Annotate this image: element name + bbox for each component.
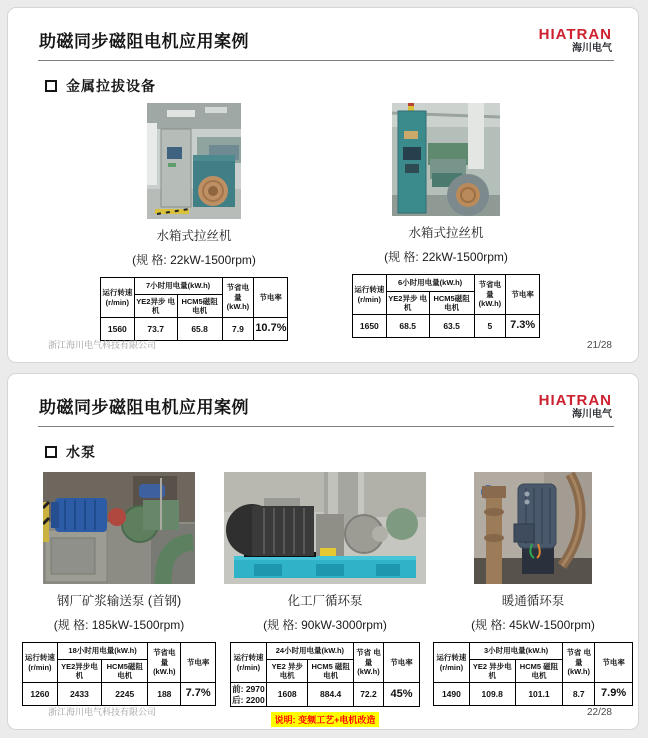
cell-rate: 7.3% — [506, 315, 540, 338]
company-logo — [539, 27, 612, 54]
case-group-hvac-pump — [434, 472, 632, 727]
case-group-chemical-pump — [224, 472, 426, 727]
cell-speed: 1650 — [353, 315, 387, 338]
logo-brand-text: HIATRAN — [538, 392, 612, 409]
equipment-spec: (规 格: 22kW-1500rpm) — [384, 250, 508, 264]
th-hcm5: HCM5磁阻 电机 — [177, 295, 222, 318]
section-heading — [45, 442, 638, 462]
slide-header — [8, 8, 638, 54]
th-usage: 24小时用电量(kW.h) — [266, 643, 353, 660]
footer-company: 浙江海川电气科技有限公司 — [48, 340, 157, 350]
photo-hvac-circulation-pump — [474, 472, 592, 584]
equipment-caption: 化工厂循环泵 — [287, 594, 363, 608]
photo-wire-drawing-machine-1 — [147, 103, 241, 219]
cell-saving: 72.2 — [353, 683, 383, 707]
th-rate: 节电率 — [254, 278, 288, 318]
th-ye2: YE2 异步电机 — [469, 660, 515, 683]
section-heading — [45, 76, 638, 96]
header-divider — [38, 60, 614, 61]
section-label: 金属拉拔设备 — [66, 78, 156, 94]
cell-ye2: 73.7 — [134, 318, 177, 341]
slide-header — [8, 374, 638, 420]
equipment-caption: 水箱式拉丝机 — [408, 226, 484, 240]
th-hcm5: HCM5磁阻 电机 — [429, 292, 474, 315]
th-ye2: YE2异步 电机 — [386, 292, 429, 315]
energy-table — [230, 642, 420, 707]
th-usage: 3小时用电量(kW.h) — [469, 643, 563, 660]
footer-page-number: 22/28 — [586, 707, 612, 718]
energy-table — [352, 274, 540, 338]
photo-wire-drawing-machine-2 — [392, 103, 500, 216]
th-hcm5: HCM5 磁阻电机 — [515, 660, 563, 683]
cell-hcm5: 884.4 — [308, 683, 353, 707]
square-bullet-icon — [45, 80, 57, 92]
company-logo — [539, 393, 612, 420]
cell-rate: 45% — [384, 683, 420, 707]
footer-page-number: 21/28 — [586, 340, 612, 351]
cell-speed — [231, 683, 267, 707]
cell-hcm5: 65.8 — [177, 318, 222, 341]
th-saving: 节省电量 (kW.h) — [222, 278, 254, 318]
th-usage: 7小时用电量(kW.h) — [134, 278, 222, 295]
speed-after: 后: 2200 — [232, 694, 265, 705]
cell-saving: 7.9 — [222, 318, 254, 341]
th-ye2: YE2异步电 机 — [57, 660, 101, 683]
cell-saving: 5 — [474, 315, 506, 338]
cell-speed: 1490 — [434, 683, 470, 706]
case-group-wire-drawing-1 — [94, 103, 294, 341]
cell-ye2: 109.8 — [469, 683, 515, 706]
equipment-spec: (规 格: 22kW-1500rpm) — [132, 253, 256, 267]
equipment-spec: (规 格: 90kW-3000rpm) — [263, 618, 387, 632]
energy-table — [433, 642, 633, 706]
cell-rate: 7.9% — [595, 683, 633, 706]
retrofit-note: 说明: 变频工艺+电机改造 — [271, 712, 380, 727]
equipment-spec: (规 格: 45kW-1500rpm) — [471, 618, 595, 632]
th-speed: 运行转速 (r/min) — [23, 643, 58, 683]
cell-ye2: 68.5 — [386, 315, 429, 338]
equipment-spec: (规 格: 185kW-1500rpm) — [53, 618, 185, 632]
th-rate: 节电率 — [595, 643, 633, 683]
equipment-caption: 暖通循环泵 — [501, 594, 565, 608]
logo-subtitle: 海川电气 — [572, 43, 612, 54]
th-speed: 运行转速 (r/min) — [434, 643, 470, 683]
logo-brand-text: HIATRAN — [538, 26, 612, 43]
cell-rate: 10.7% — [254, 318, 288, 341]
footer-company: 浙江海川电气科技有限公司 — [48, 707, 157, 717]
header-divider — [38, 426, 614, 427]
case-groups — [8, 103, 638, 341]
energy-table — [22, 642, 216, 706]
th-usage: 18小时用电量(kW.h) — [57, 643, 148, 660]
slide-title: 助磁同步磁阻电机应用案例 — [39, 398, 249, 417]
cell-speed: 1260 — [23, 683, 58, 706]
cell-saving: 8.7 — [563, 683, 595, 706]
th-usage: 6小时用电量(kW.h) — [386, 275, 474, 292]
cell-ye2: 2433 — [57, 683, 101, 706]
th-speed: 运行转速 (r/min) — [101, 278, 135, 318]
th-saving: 节省 电量 (kW.h) — [563, 643, 595, 683]
th-rate: 节电率 — [384, 643, 420, 683]
cell-hcm5: 2245 — [102, 683, 148, 706]
cell-hcm5: 63.5 — [429, 315, 474, 338]
th-ye2: YE2异步 电机 — [134, 295, 177, 318]
slide-22 — [7, 373, 639, 730]
cell-hcm5: 101.1 — [515, 683, 563, 706]
th-saving: 节省电量 (kW.h) — [148, 643, 181, 683]
case-group-slurry-pump — [22, 472, 216, 727]
th-rate: 节电率 — [506, 275, 540, 315]
speed-before: 前: 2970 — [232, 684, 265, 694]
th-saving: 节省电量 (kW.h) — [474, 275, 506, 315]
case-group-wire-drawing-2 — [346, 103, 546, 341]
cell-rate: 7.7% — [181, 683, 216, 706]
th-speed: 运行转速 (r/min) — [353, 275, 387, 315]
th-hcm5: HCM5 磁阻电机 — [308, 660, 353, 683]
slide-title: 助磁同步磁阻电机应用案例 — [39, 32, 249, 51]
th-ye2: YE2 异步电机 — [266, 660, 308, 683]
th-rate: 节电率 — [181, 643, 216, 683]
section-label: 水泵 — [66, 444, 96, 460]
th-saving: 节省 电量 (kW.h) — [353, 643, 383, 683]
square-bullet-icon — [45, 446, 57, 458]
energy-table — [100, 277, 288, 341]
cell-speed: 1560 — [101, 318, 135, 341]
th-hcm5: HCM5磁阻 电机 — [102, 660, 148, 683]
cell-ye2: 1608 — [266, 683, 308, 707]
equipment-caption: 水箱式拉丝机 — [156, 229, 232, 243]
cell-saving: 188 — [148, 683, 181, 706]
photo-slurry-pump — [43, 472, 195, 584]
case-groups — [8, 472, 638, 727]
photo-chemical-circulation-pump — [224, 472, 426, 584]
logo-subtitle: 海川电气 — [572, 409, 612, 420]
equipment-caption: 钢厂矿浆输送泵 (首钢) — [56, 594, 182, 608]
th-speed: 运行转速 (r/min) — [231, 643, 267, 683]
slide-21 — [7, 7, 639, 363]
